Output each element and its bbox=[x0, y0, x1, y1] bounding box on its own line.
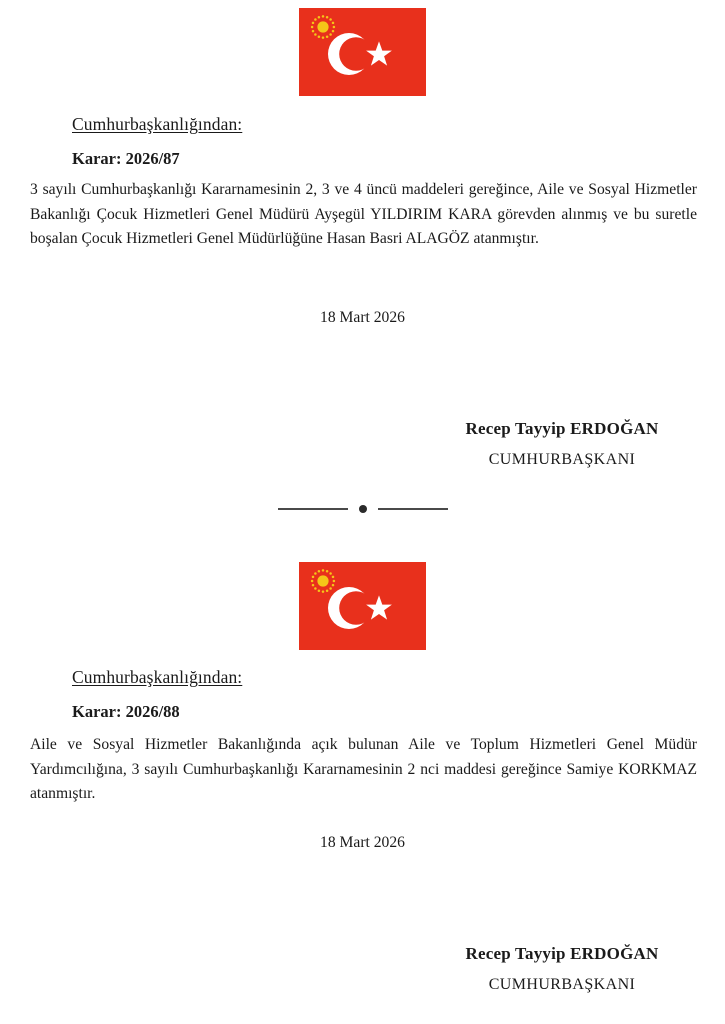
issuer-line-2 bbox=[0, 666, 725, 690]
date-text: 18 Mart 2026 bbox=[320, 309, 405, 326]
turkish-flag-2 bbox=[0, 562, 725, 650]
signer-title: CUMHURBAŞKANI bbox=[488, 976, 636, 994]
signer-name: Recep Tayyip ERDOĞAN bbox=[465, 419, 659, 438]
decree-separator bbox=[0, 505, 725, 513]
issuer-text: Cumhurbaşkanlığından: bbox=[72, 114, 243, 134]
issuer-text: Cumhurbaşkanlığından: bbox=[72, 667, 243, 687]
decision-number-text: Karar: 2026/88 bbox=[72, 702, 180, 721]
separator-rule-right bbox=[378, 508, 448, 510]
decision-number-text: Karar: 2026/87 bbox=[72, 149, 180, 168]
decree-date-1 bbox=[0, 308, 725, 328]
decree-body-1: 3 sayılı Cumhurbaşkanlığı Kararnamesinin 2, 3 ve 4 üncü maddeleri gereğince, Aile ve Sosyal Hizmetler Bakanlığı Çocuk Hizmetleri Genel Müdürü Ayşegül YILDIRIM KARA görevden alınmış ve bu suretle boşalan Çocuk Hizmetleri Genel Müdürlüğüne Hasan Basri ALAGÖZ atanmıştır. bbox=[30, 181, 697, 248]
date-text: 18 Mart 2026 bbox=[320, 834, 405, 851]
signer-title: CUMHURBAŞKANI bbox=[488, 451, 636, 469]
turkish-presidential-flag-icon bbox=[299, 562, 426, 650]
turkish-flag-1 bbox=[0, 8, 725, 96]
turkish-presidential-flag-icon bbox=[299, 8, 426, 96]
separator-rule-left bbox=[278, 508, 348, 510]
decree-date-2 bbox=[0, 833, 725, 853]
issuer-line-1 bbox=[0, 113, 725, 137]
decision-number-2 bbox=[0, 694, 725, 722]
separator-dot-icon bbox=[359, 505, 367, 513]
signature-block-2 bbox=[412, 943, 712, 996]
decision-number-1 bbox=[0, 141, 725, 169]
signer-name: Recep Tayyip ERDOĞAN bbox=[465, 944, 659, 963]
decree-body-2: Aile ve Sosyal Hizmetler Bakanlığında açık bulunan Aile ve Toplum Hizmetleri Genel Müdür Yardımcılığına, 3 sayılı Cumhurbaşkanlığı Kararnamesinin 2 nci maddesi gereğince Samiye KORKMAZ atanmıştır. bbox=[30, 736, 697, 803]
signature-block-1 bbox=[412, 418, 712, 471]
